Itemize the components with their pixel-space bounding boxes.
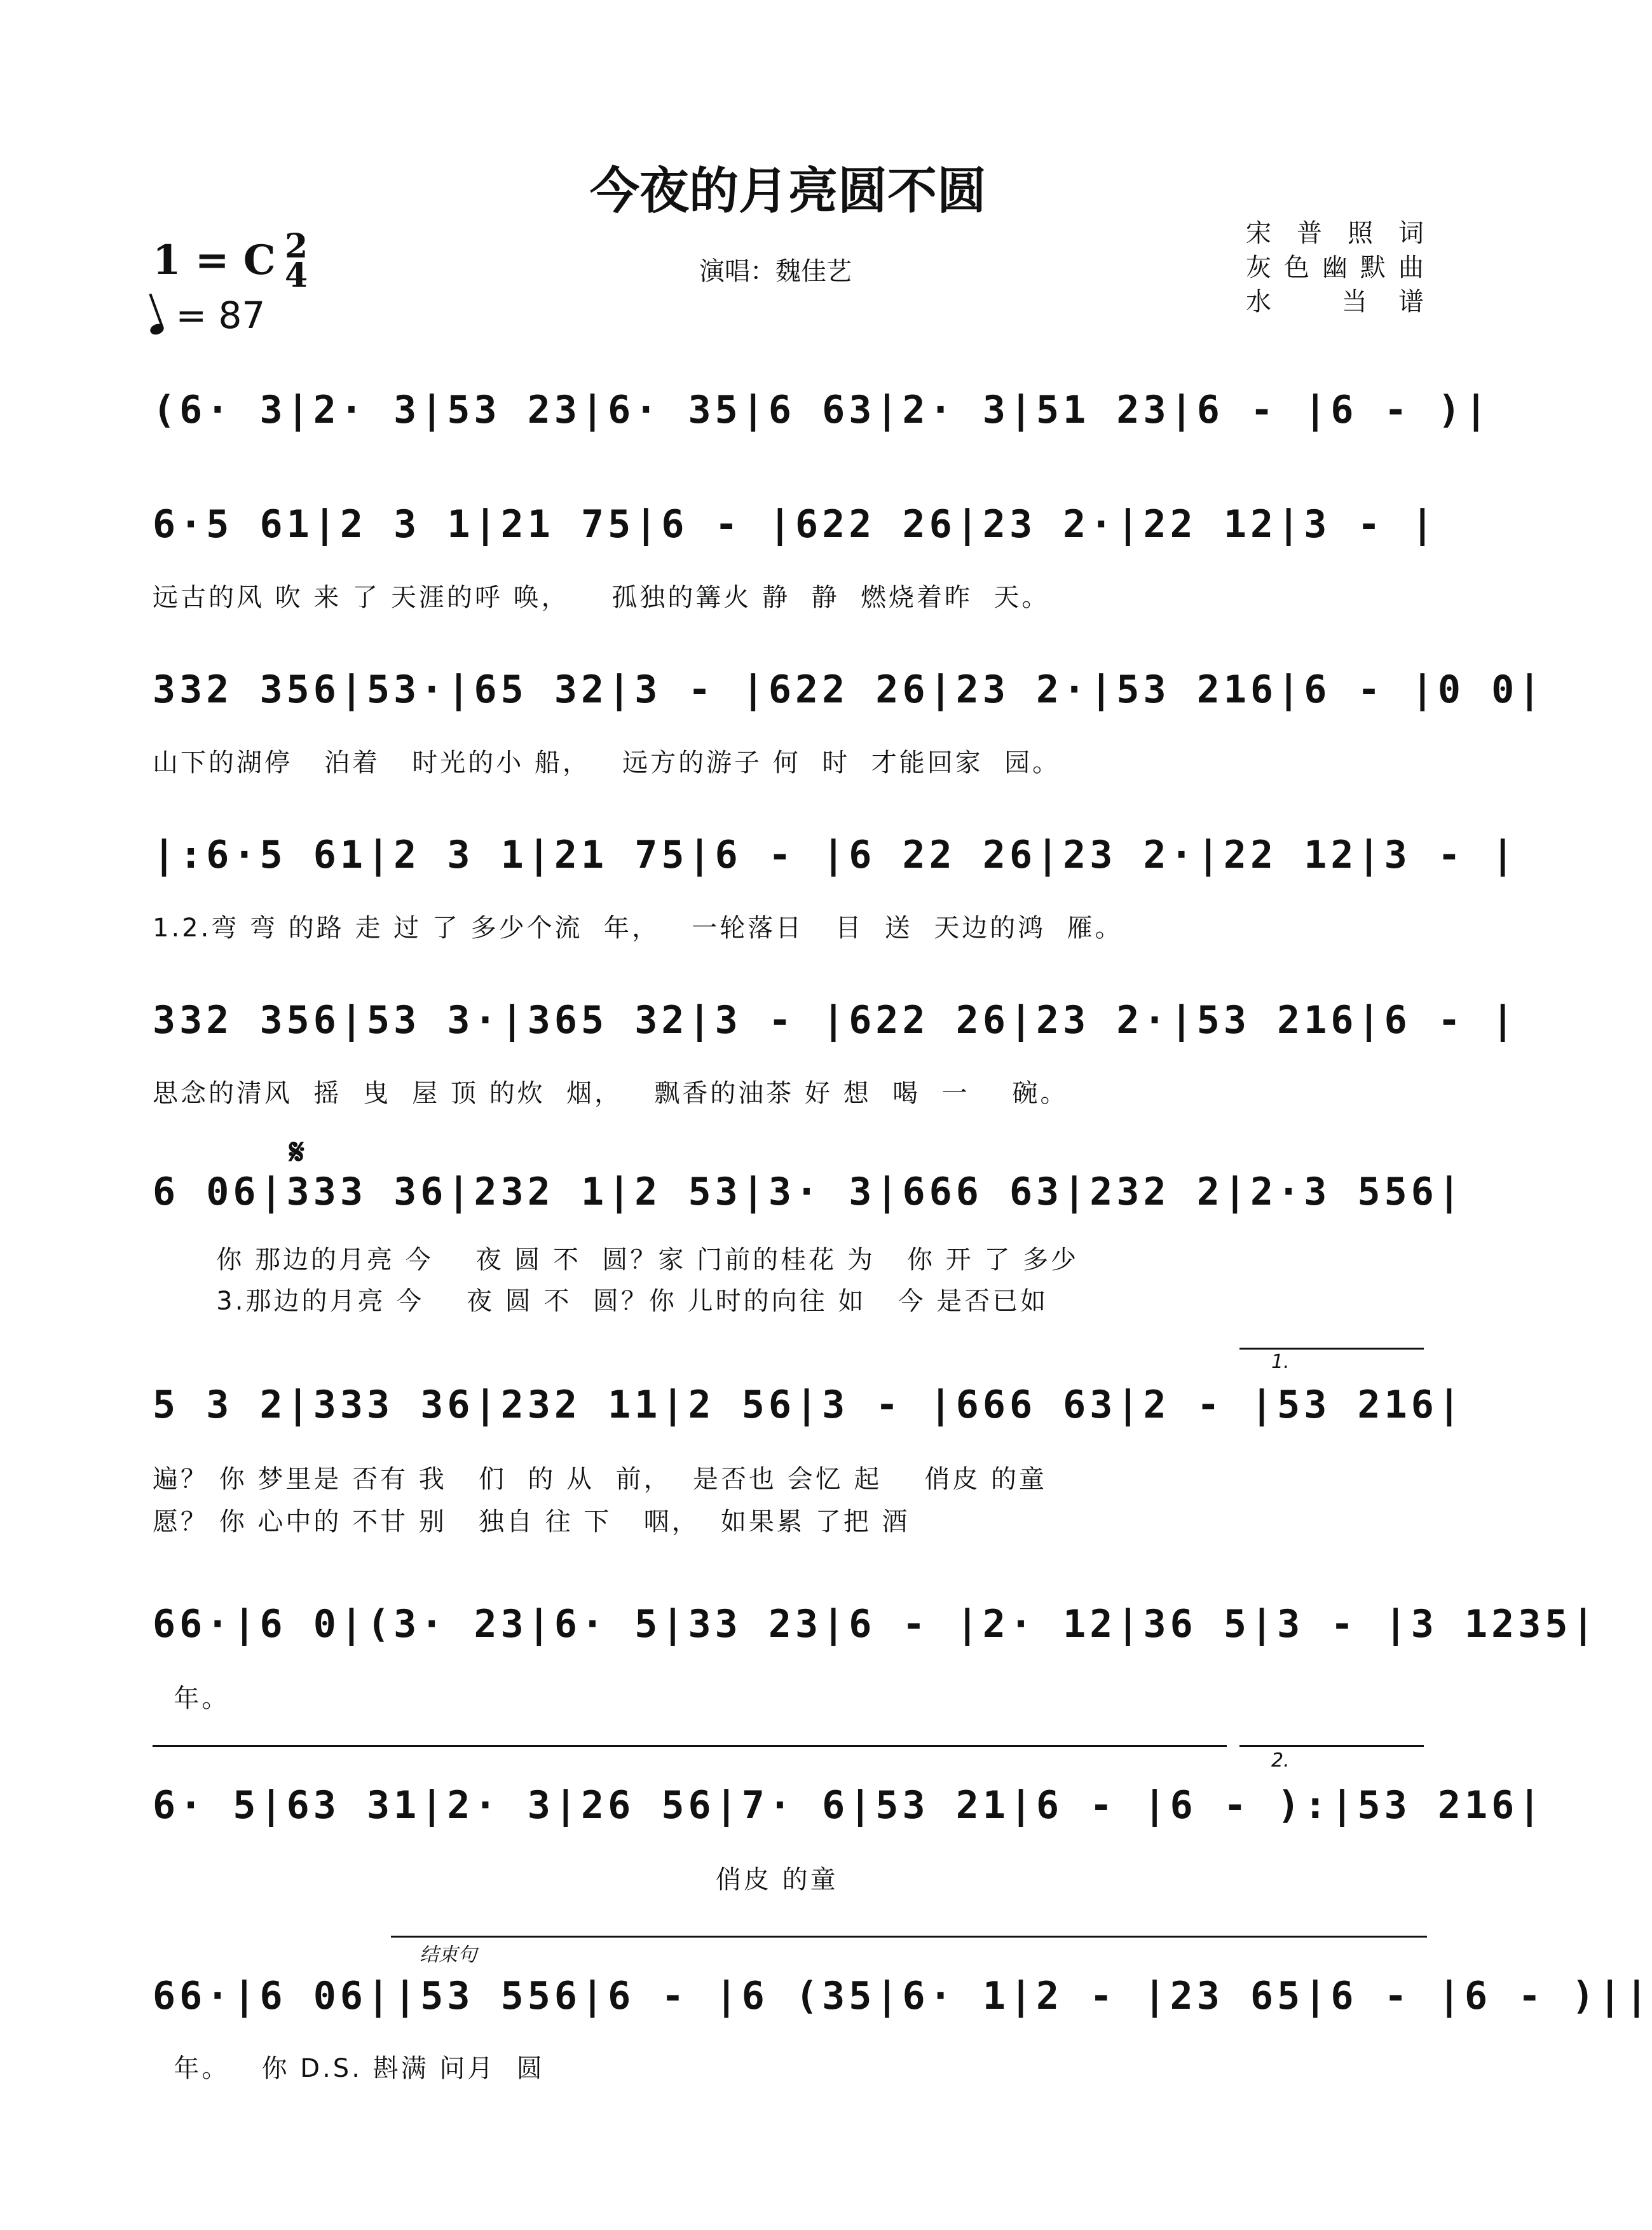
lyrics-system-2: 远古的风 吹 来 了 天涯的呼 唤， 孤独的篝火 静 静 燃烧着昨 天。	[153, 583, 1050, 612]
lyrics-system-5: 思念的清风 摇 曳 屋 顶 的炊 烟， 飘香的油茶 好 想 喝 一 碗。	[153, 1079, 1068, 1108]
coda-label: 结束句	[420, 1944, 477, 1966]
score-system-10: 66·|6 06||53 556|6 - |6 (35|6· 1|2 - |23 65|6 - |6 - )||	[153, 1974, 1652, 2018]
credits	[1246, 216, 1424, 319]
coda-bracket	[391, 1936, 1427, 1938]
time-signature	[285, 227, 308, 295]
score-system-4: |:6·5 61|2 3 1|21 75|6 - |6 22 26|23 2·|22 12|3 - |	[153, 833, 1519, 877]
score-system-2: 6·5 61|2 3 1|21 75|6 - |622 26|23 2·|22 12|3 - |	[153, 502, 1438, 547]
page-title: 今夜的月亮圆不圆	[589, 163, 986, 220]
lyrics-system-8: 年。	[153, 1684, 230, 1713]
segno-sign: 𝄋	[289, 1132, 305, 1173]
key-signature	[153, 236, 276, 284]
lyrics-system-10: 年。 你 D.S. 斟满 问月 圆	[153, 2054, 545, 2083]
score-system-5: 332 356|53 3·|365 32|3 - |622 26|23 2·|53 216|6 - |	[153, 998, 1519, 1043]
lyrics-system-7-verse-3: 愿？ 你 心中的 不甘 别 独自 往 下 咽， 如果累 了把 酒	[153, 1507, 910, 1536]
performer: 演唱：魏佳艺	[699, 257, 852, 286]
tempo-value: = 87	[175, 294, 266, 337]
score-system-6: 6 06|333 36|232 1|2 53|3· 3|666 63|232 2|2·3 556|	[153, 1170, 1465, 1214]
lyrics-system-4: 1.2.弯 弯 的路 走 过 了 多少个流 年， 一轮落日 目 送 天边的鸿 雁。	[153, 913, 1123, 943]
score-system-7: 5 3 2|333 36|232 11|2 56|3 - |666 63|2 - |53 216|	[153, 1383, 1465, 1427]
volta-2-bracket	[1239, 1745, 1424, 1747]
score-system-9: 6· 5|63 31|2· 3|26 56|7· 6|53 21|6 - |6 - ):|53 216|	[153, 1783, 1545, 1828]
key-signature-text: 1 = C	[153, 236, 276, 284]
tempo-marking	[150, 294, 265, 337]
lyrics-system-9: 俏皮 的童	[153, 1865, 838, 1894]
score-system-3: 332 356|53·|65 32|3 - |622 26|23 2·|53 216|6 - |0 0|	[153, 667, 1545, 712]
volta-1-label: 1.	[1271, 1351, 1290, 1373]
meter-top: 2	[285, 227, 308, 266]
repeat-volta-bracket	[153, 1745, 1227, 1747]
lyrics-system-6-verse-3: 3.那边的月亮 今 夜 圆 不 圆？你 儿时的向往 如 今 是否已如	[153, 1287, 1049, 1316]
lyrics-system-6-verse-1: 你 那边的月亮 今 夜 圆 不 圆？家 门前的桂花 为 你 开 了 多少	[153, 1245, 1079, 1275]
meter-bottom: 4	[285, 256, 308, 295]
volta-2-label: 2.	[1271, 1749, 1290, 1772]
quarter-note-icon	[149, 322, 165, 337]
lyrics-system-3: 山下的湖停 泊着 时光的小 船， 远方的游子 何 时 才能回家 园。	[153, 748, 1061, 777]
score-system-1: (6· 3|2· 3|53 23|6· 35|6 63|2· 3|51 23|6 - |6 - )|	[153, 388, 1492, 432]
score-system-8: 66·|6 0|(3· 23|6· 5|33 23|6 - |2· 12|36 5|3 - |3 1235|	[153, 1602, 1599, 1646]
composer-credit: 灰色幽默曲	[1246, 253, 1424, 282]
volta-1-bracket	[1239, 1348, 1424, 1350]
transcriber-credit: 水 当谱	[1246, 287, 1424, 317]
lyrics-system-7-verse-1: 遍？ 你 梦里是 否有 我 们 的 从 前， 是否也 会忆 起 俏皮 的童	[153, 1465, 1048, 1494]
lyricist-credit: 宋普照词	[1246, 219, 1424, 248]
